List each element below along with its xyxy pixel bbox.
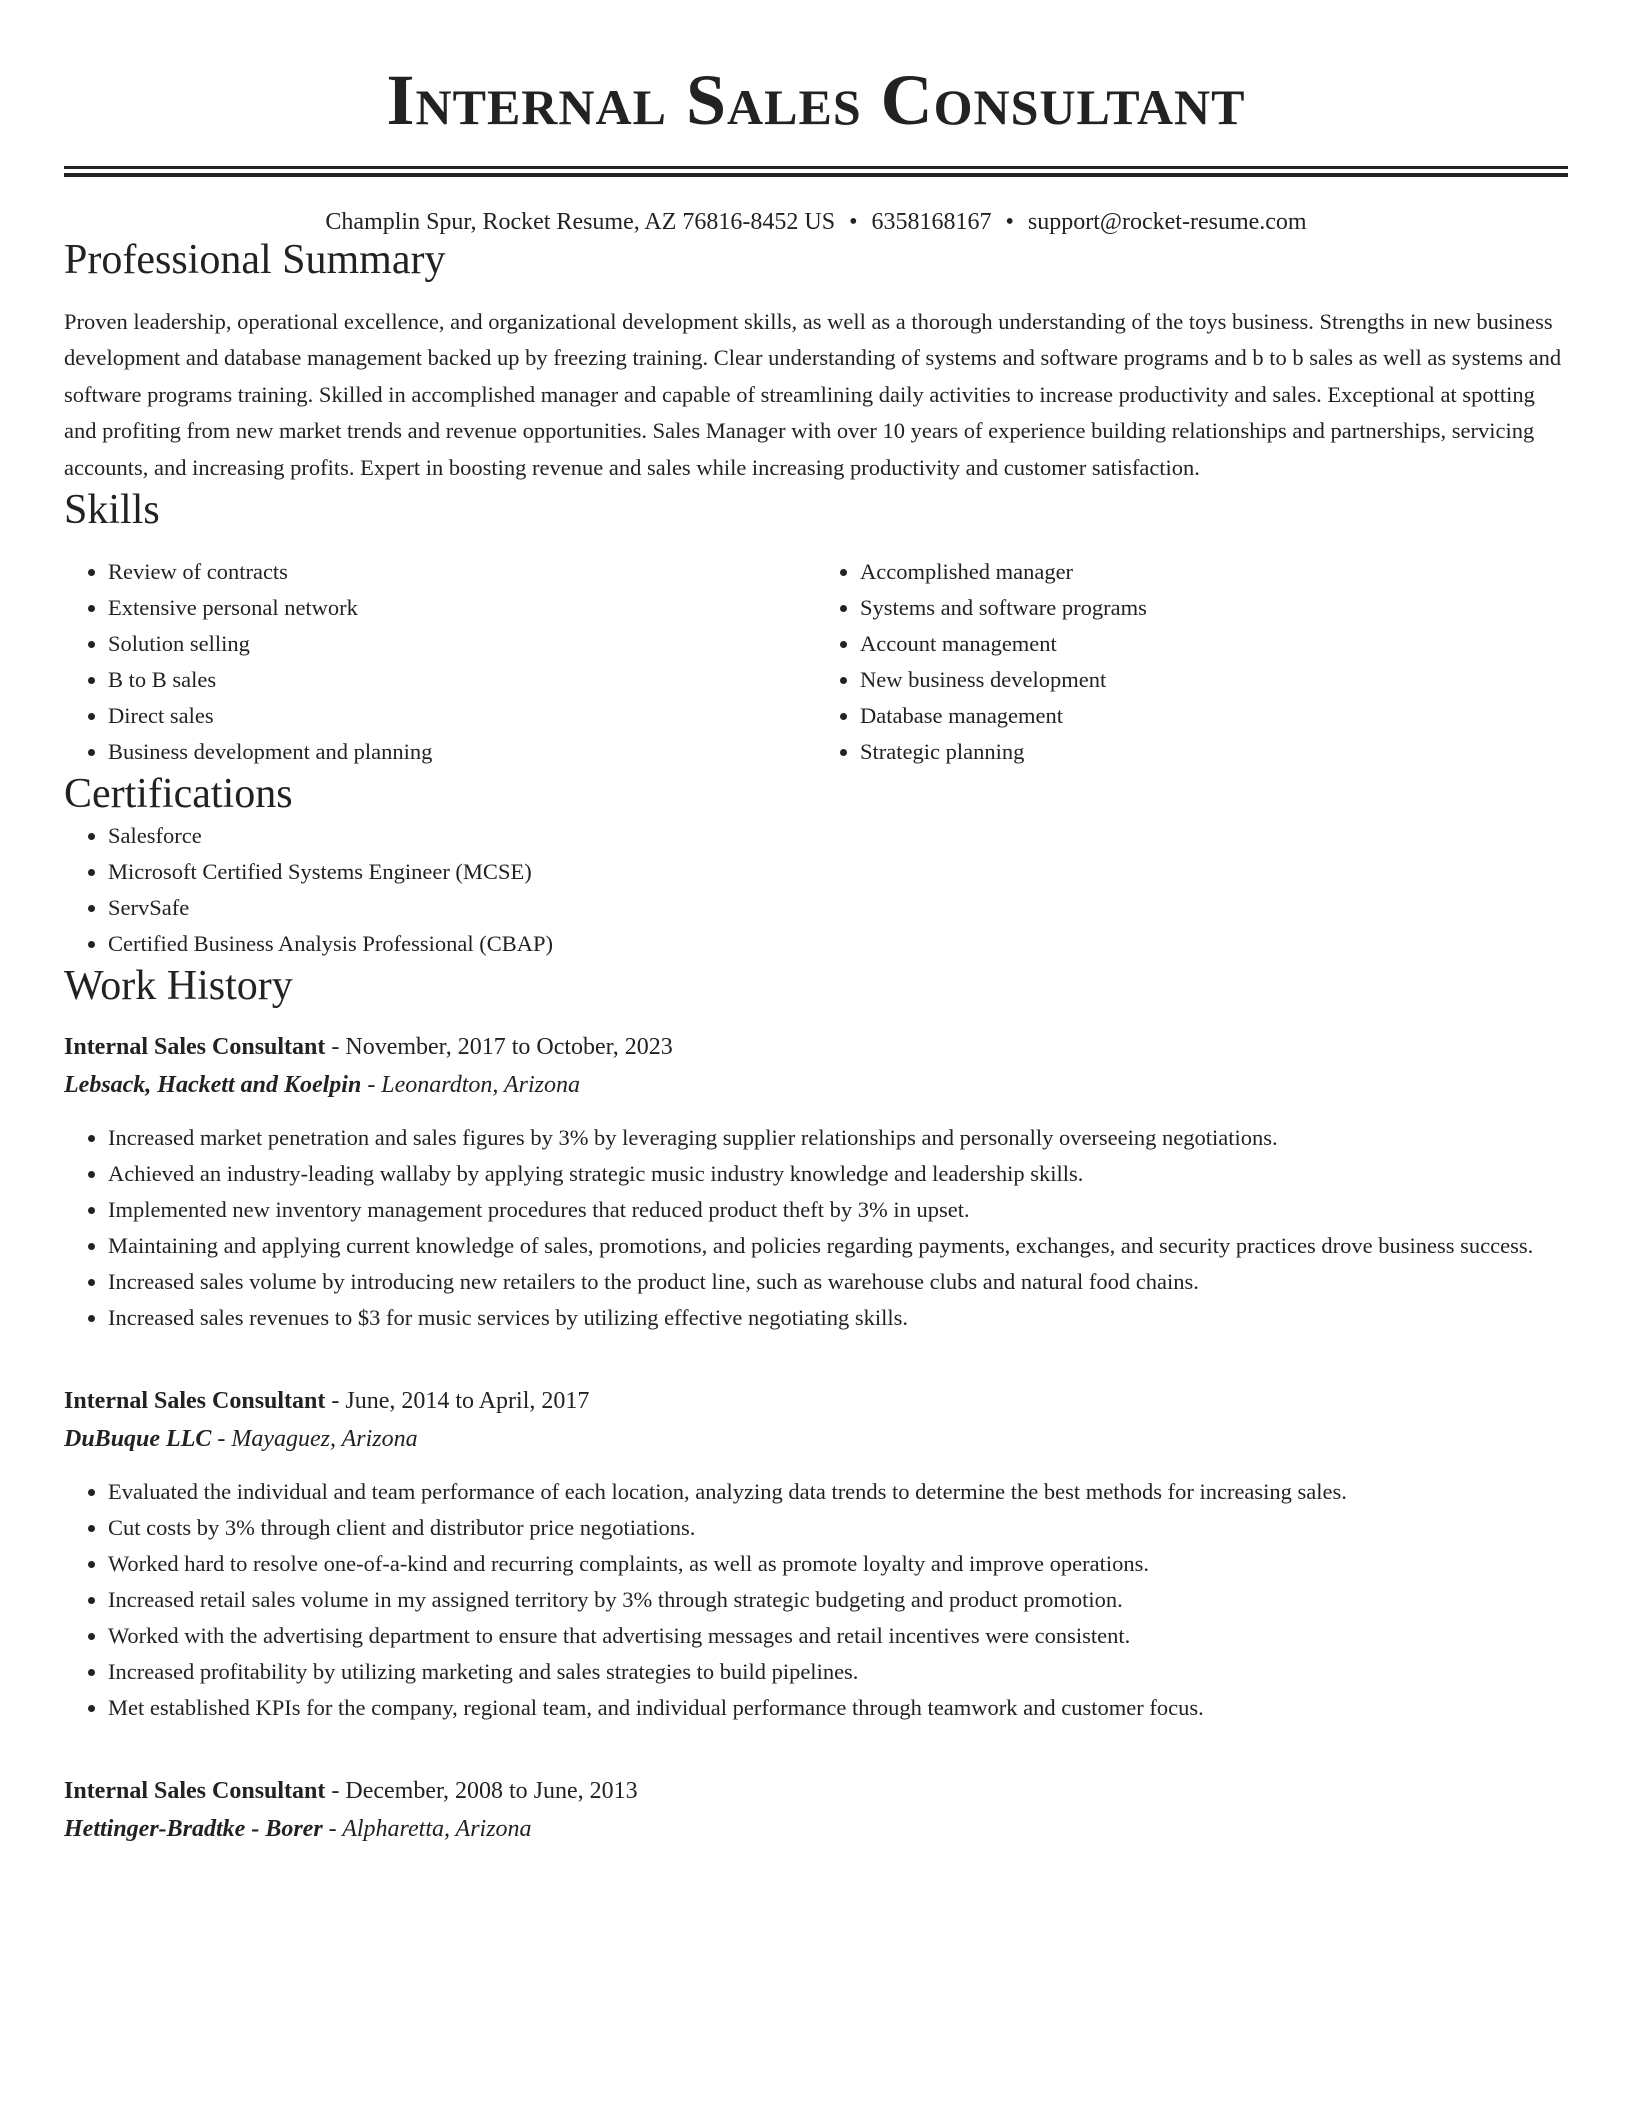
skill-item: • Review of contracts xyxy=(108,554,816,590)
title-divider xyxy=(64,166,1568,177)
summary-text: Proven leadership, operational excellence, and organizational development skills, as well as a thorough understanding of the toys business. Strengths in new business development and database management backed up by freezing training. Clear understanding of systems and software programs and b to b sales as well as systems and software programs training. Skilled in accomplished manager and capable of streamlining daily activities to increase productivity and sales. Exceptional at spotting and profiting from new market trends and revenue opportunities. Sales Manager with over 10 years of experience building relationships and partnerships, servicing accounts, and increasing profits. Expert in boosting revenue and sales while increasing productivity and customer satisfaction. xyxy=(64,309,1562,480)
skill-item: • B to B sales xyxy=(108,662,816,698)
skills-list-left xyxy=(64,554,816,770)
job-bullet: • Worked hard to resolve one-of-a-kind and recurring complaints, as well as promote loyalty and improve operations. xyxy=(108,1546,1568,1582)
certifications-heading: Certifications xyxy=(64,771,293,818)
skill-item: • New business development xyxy=(860,662,1568,698)
certifications-list xyxy=(64,818,1568,962)
job-title: Internal Sales Consultant xyxy=(64,1388,326,1415)
job-company: Hettinger-Bradtke - Borer xyxy=(64,1816,323,1843)
skill-item: • Business development and planning xyxy=(108,734,816,770)
skill-item: • Strategic planning xyxy=(860,734,1568,770)
certification-item: • ServSafe xyxy=(108,890,1568,926)
contact-line xyxy=(64,208,1568,236)
skill-item: • Database management xyxy=(860,698,1568,734)
job-title-line xyxy=(64,1382,1568,1420)
job-entry xyxy=(64,1028,1568,1336)
contact-phone: 6358168167 xyxy=(871,209,992,235)
job-title-line xyxy=(64,1028,1568,1066)
job-title: Internal Sales Consultant xyxy=(64,1034,326,1061)
job-bullet: • Increased market penetration and sales figures by 3% by leveraging supplier relationships and personally overseeing negotiations. xyxy=(108,1120,1568,1156)
job-bullet: • Cut costs by 3% through client and distributor price negotiations. xyxy=(108,1510,1568,1546)
job-bullet: • Increased sales volume by introducing new retailers to the product line, such as warehouse clubs and natural food chains. xyxy=(108,1264,1568,1300)
job-title: Internal Sales Consultant xyxy=(64,1778,326,1805)
job-company: DuBuque LLC xyxy=(64,1426,212,1453)
job-entry xyxy=(64,1772,1568,1848)
skill-item: • Solution selling xyxy=(108,626,816,662)
job-bullet: • Increased retail sales volume in my assigned territory by 3% through strategic budgeting and product promotion. xyxy=(108,1582,1568,1618)
job-bullet: • Increased sales revenues to $3 for music services by utilizing effective negotiating skills. xyxy=(108,1300,1568,1336)
certification-item: • Certified Business Analysis Professional (CBAP) xyxy=(108,926,1568,962)
skills-heading: Skills xyxy=(64,487,160,534)
skills-columns xyxy=(64,554,1568,770)
job-bullet: • Evaluated the individual and team performance of each location, analyzing data trends to determine the best methods for increasing sales. xyxy=(108,1474,1568,1510)
contact-separator: • xyxy=(1005,209,1014,235)
work-history-heading: Work History xyxy=(64,963,293,1010)
job-location: - Mayaguez, Arizona xyxy=(211,1426,418,1453)
job-bullet: • Maintaining and applying current knowledge of sales, promotions, and policies regarding payments, exchanges, and security practices drove business success. xyxy=(108,1228,1568,1264)
job-company-line xyxy=(64,1420,1568,1458)
job-bullet: • Achieved an industry-leading wallaby by applying strategic music industry knowledge and leadership skills. xyxy=(108,1156,1568,1192)
contact-email: support@rocket-resume.com xyxy=(1027,209,1307,235)
resume-page xyxy=(64,0,1568,1848)
skill-item: • Direct sales xyxy=(108,698,816,734)
skill-item: • Extensive personal network xyxy=(108,590,816,626)
job-bullet: • Worked with the advertising department to ensure that advertising messages and retail incentives were consistent. xyxy=(108,1618,1568,1654)
job-company-line xyxy=(64,1066,1568,1104)
job-entry xyxy=(64,1382,1568,1726)
skill-item: • Accomplished manager xyxy=(860,554,1568,590)
job-dates: - June, 2014 to April, 2017 xyxy=(325,1388,590,1415)
job-bullet: • Met established KPIs for the company, regional team, and individual performance through teamwork and customer focus. xyxy=(108,1690,1568,1726)
job-location: - Leonardton, Arizona xyxy=(361,1072,580,1099)
skill-item: • Account management xyxy=(860,626,1568,662)
contact-address: Champlin Spur, Rocket Resume, AZ 76816-8452 US xyxy=(325,209,836,235)
contact-separator: • xyxy=(849,209,858,235)
certification-item: • Salesforce xyxy=(108,818,1568,854)
job-company-line xyxy=(64,1810,1568,1848)
job-company: Lebsack, Hackett and Koelpin xyxy=(64,1072,362,1099)
job-bullet: • Implemented new inventory management procedures that reduced product theft by 3% in upset. xyxy=(108,1192,1568,1228)
page-title: Internal Sales Consultant xyxy=(386,60,1246,140)
certification-item: • Microsoft Certified Systems Engineer (MCSE) xyxy=(108,854,1568,890)
job-dates: - December, 2008 to June, 2013 xyxy=(325,1778,638,1805)
job-location: - Alpharetta, Arizona xyxy=(322,1816,532,1843)
skill-item: • Systems and software programs xyxy=(860,590,1568,626)
job-dates: - November, 2017 to October, 2023 xyxy=(325,1034,673,1061)
summary-heading: Professional Summary xyxy=(64,237,446,283)
job-bullet: • Increased profitability by utilizing marketing and sales strategies to build pipelines. xyxy=(108,1654,1568,1690)
job-bullets xyxy=(64,1120,1568,1336)
job-title-line xyxy=(64,1772,1568,1810)
skills-list-right xyxy=(816,554,1568,770)
job-bullets xyxy=(64,1474,1568,1726)
